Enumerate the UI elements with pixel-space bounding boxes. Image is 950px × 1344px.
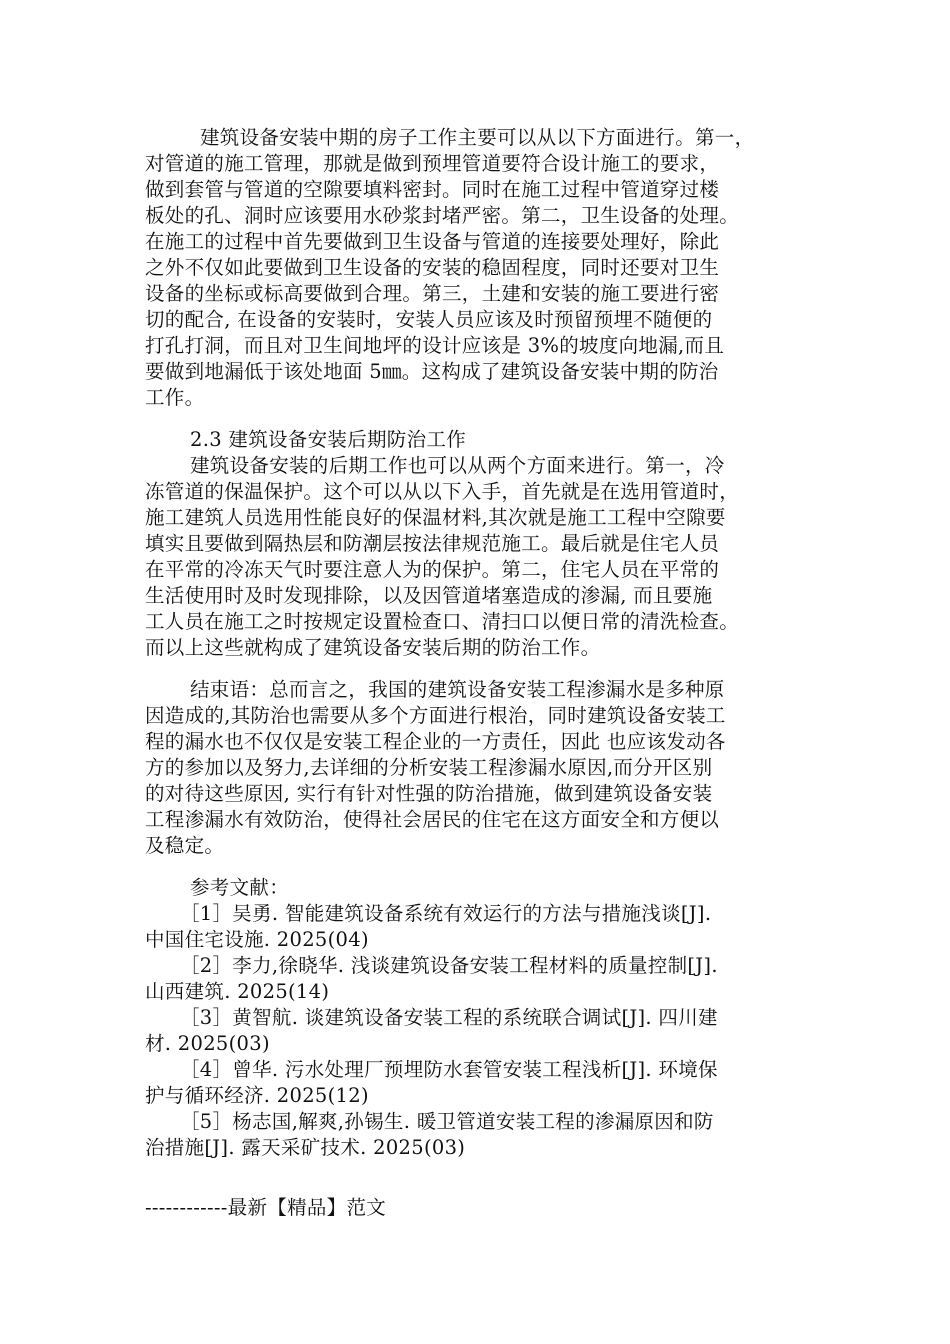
section-heading: 2.3 建筑设备安装后期防治工作 — [190, 428, 467, 451]
paragraph-line: 填实且要做到隔热层和防潮层按法律规范施工。最后就是住宅人员 — [145, 532, 720, 555]
paragraph-line: 做到套管与管道的空隙要填料密封。同时在施工过程中管道穿过楼 — [145, 178, 720, 201]
reference-item: 山西建筑. 2025(14) — [145, 980, 330, 1003]
paragraph-line: 建筑设备安装中期的房子工作主要可以从以下方面进行。第一， — [200, 126, 755, 149]
paragraph-line: 对管道的施工管理，那就是做到预埋管道要符合设计施工的要求， — [145, 152, 720, 175]
references-heading: 参考文献： — [190, 876, 290, 899]
reference-item: ［1］吴勇. 智能建筑设备系统有效运行的方法与措施浅谈[J]. — [180, 902, 712, 925]
paragraph-line: 工人员在施工之时按规定设置检查口、清扫口以便日常的清洗检查。 — [145, 610, 740, 633]
paragraph-line: 打孔打洞，而且对卫生间地坪的设计应该是 3%的坡度向地漏,而且 — [145, 334, 725, 357]
reference-item: ［5］杨志国,解爽,孙锡生. 暖卫管道安装工程的渗漏原因和防 — [180, 1110, 714, 1133]
paragraph-line: 在平常的冷冻天气时要注意人为的保护。第二，住宅人员在平常的 — [145, 558, 720, 581]
paragraph-line: 施工建筑人员选用性能良好的保温材料,其次就是施工工程中空隙要 — [145, 506, 726, 529]
paragraph-line: 冻管道的保温保护。这个可以从以下入手，首先就是在选用管道时， — [145, 480, 740, 503]
paragraph-line: 要做到地漏低于该处地面 5㎜。这构成了建筑设备安装中期的防治 — [145, 360, 719, 383]
reference-item: 材. 2025(03) — [145, 1032, 270, 1055]
paragraph-line: 建筑设备安装的后期工作也可以从两个方面来进行。第一，冷 — [190, 454, 725, 477]
reference-item: 护与循环经济. 2025(12) — [145, 1084, 369, 1107]
reference-item: 中国住宅设施. 2025(04) — [145, 928, 369, 951]
paragraph-line: 及稳定。 — [145, 834, 225, 857]
paragraph-line: 板处的孔、洞时应该要用水砂浆封堵严密。第二，卫生设备的处理。 — [145, 204, 740, 227]
paragraph-line: 程的漏水也不仅仅是安装工程企业的一方责任，因此 也应该发动各 — [145, 730, 726, 753]
paragraph-line: 设备的坐标或标高要做到合理。第三，土建和安装的施工要进行密 — [145, 282, 720, 305]
paragraph-line: 工作。 — [145, 386, 205, 409]
reference-item: ［4］曾华. 污水处理厂预埋防水套管安装工程浅析[J]. 环境保 — [180, 1058, 718, 1081]
footer-text: ------------最新【精品】范文 — [145, 1196, 387, 1219]
paragraph-line: 而以上这些就构成了建筑设备安装后期的防治工作。 — [145, 636, 601, 659]
paragraph-line: 之外不仅如此要做到卫生设备的安装的稳固程度，同时还要对卫生 — [145, 256, 720, 279]
paragraph-line: 切的配合, 在设备的安装时，安装人员应该及时预留预埋不随便的 — [145, 308, 713, 331]
paragraph-line: 工程渗漏水有效防治，使得社会居民的住宅在这方面安全和方便以 — [145, 808, 720, 831]
paragraph-line: 因造成的,其防治也需要从多个方面进行根治，同时建筑设备安装工 — [145, 704, 726, 727]
paragraph-line: 的对待这些原因, 实行有针对性强的防治措施，做到建筑设备安装 — [145, 782, 713, 805]
paragraph-line: 方的参加以及努力,去详细的分析安装工程渗漏水原因,而分开区别 — [145, 756, 713, 779]
reference-item: ［2］李力,徐晓华. 浅谈建筑设备安装工程材料的质量控制[J]. — [180, 954, 718, 977]
reference-item: 治措施[J]. 露天采矿技术. 2025(03) — [145, 1136, 466, 1159]
reference-item: ［3］黄智航. 谈建筑设备安装工程的系统联合调试[J]. 四川建 — [180, 1006, 718, 1029]
paragraph-line: 结束语：总而言之，我国的建筑设备安装工程渗漏水是多种原 — [190, 678, 725, 701]
paragraph-line: 在施工的过程中首先要做到卫生设备与管道的连接要处理好，除此 — [145, 230, 720, 253]
paragraph-line: 生活使用时及时发现排除，以及因管道堵塞造成的渗漏, 而且要施 — [145, 584, 713, 607]
